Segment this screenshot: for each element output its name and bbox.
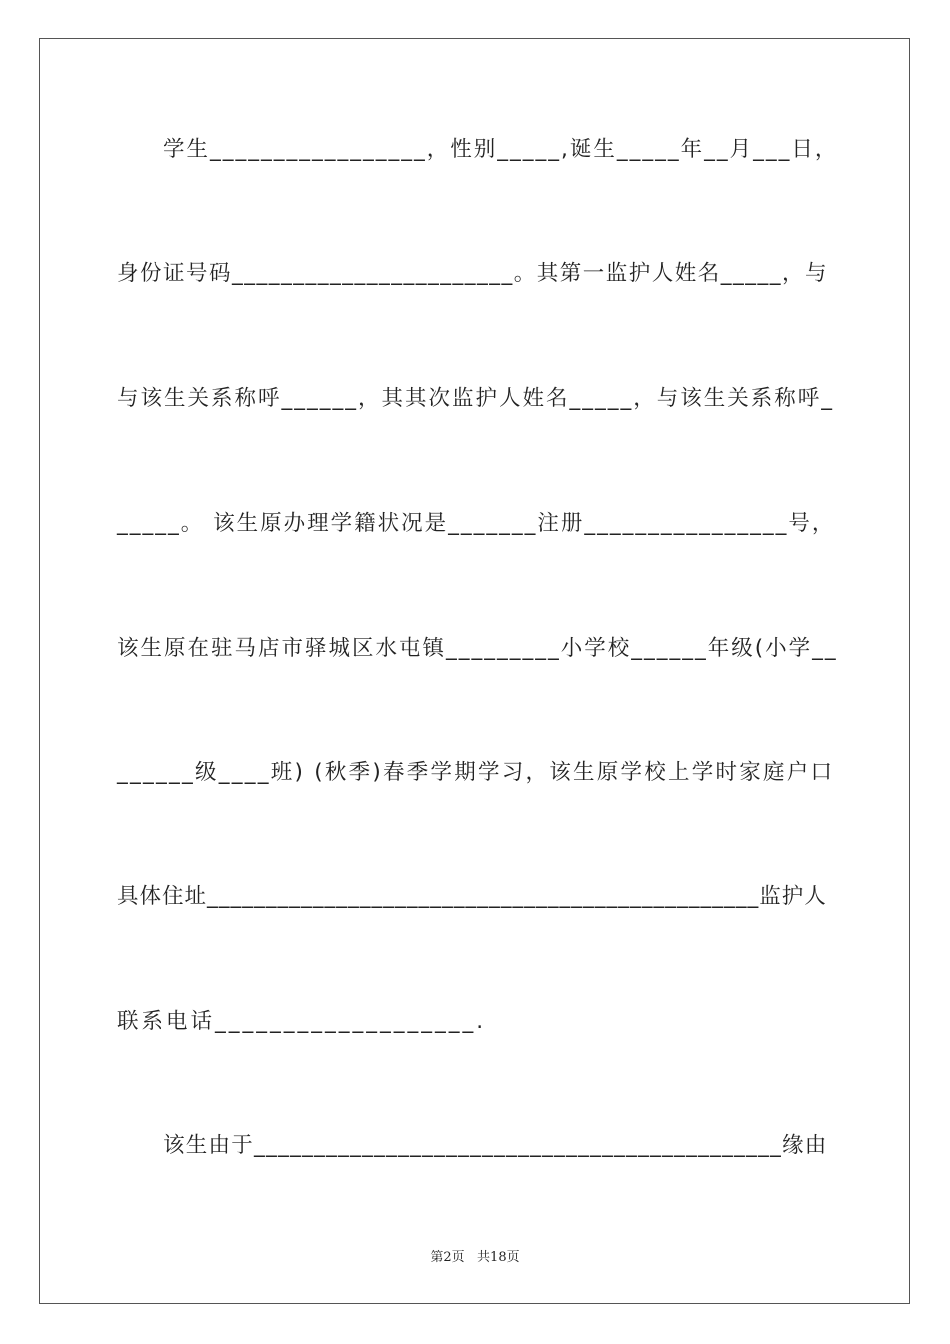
text-line-school: 该生原在驻马店市驿城区水屯镇_________小学校______年级(小学__ xyxy=(117,636,838,661)
text-line-enrollment: _____。 该生原办理学籍状况是_______注册________________号， xyxy=(117,511,836,536)
text-line-student: 学生_________________，性别_____,诞生_____年__月___日， xyxy=(163,137,839,162)
text-line-guardian-relation: 与该生关系称呼______，其其次监护人姓名_____，与该生关系称呼_ xyxy=(117,386,835,411)
text-line-address: 具体住址_______________________________________________监护人 xyxy=(117,884,827,909)
text-line-id-number: 身份证号码_______________________。其第一监护人姓名_____，与 xyxy=(117,261,829,286)
text-line-reason: 该生由于____________________________________________缘由 xyxy=(163,1133,828,1158)
page-footer: 第2页 共18页 xyxy=(430,1250,520,1265)
text-line-class: ______级____班) (秋季)春季学期学习，该生原学校上学时家庭户口 xyxy=(117,760,835,785)
page-frame xyxy=(39,38,910,1304)
text-line-phone: 联系电话___________________. xyxy=(117,1009,487,1034)
